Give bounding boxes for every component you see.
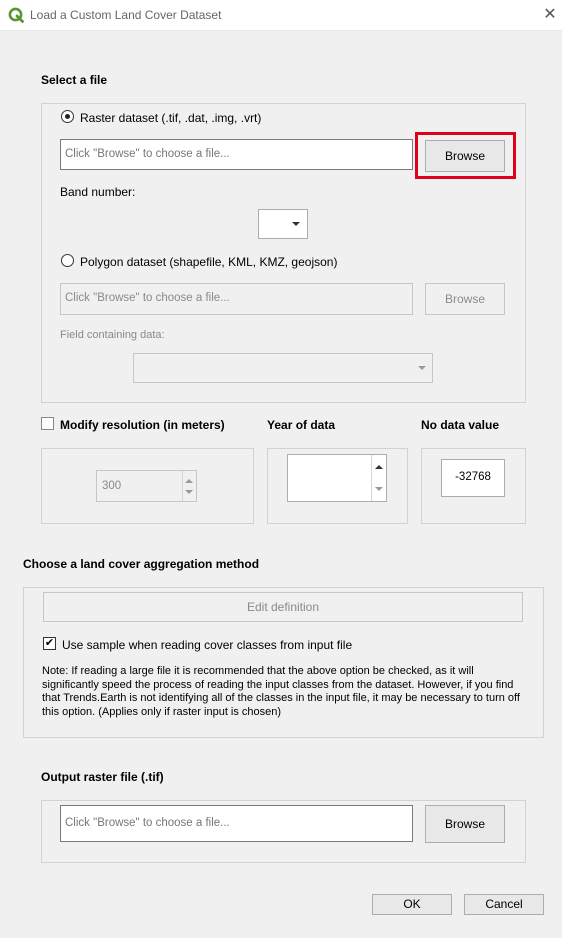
nodata-value: -32768 xyxy=(455,471,491,483)
polygon-radio[interactable] xyxy=(61,254,74,267)
field-label: Field containing data: xyxy=(60,329,165,341)
output-browse-button[interactable]: Browse xyxy=(425,805,505,843)
year-spinbox[interactable] xyxy=(287,454,387,502)
select-file-title: Select a file xyxy=(41,73,108,87)
qgis-logo-icon xyxy=(8,7,24,23)
output-path-input[interactable]: Click "Browse" to choose a file... xyxy=(60,805,413,842)
window-title: Load a Custom Land Cover Dataset xyxy=(30,8,222,22)
band-number-combo[interactable] xyxy=(258,209,308,239)
nodata-input[interactable] xyxy=(441,459,505,497)
polygon-path-input[interactable]: Click "Browse" to choose a file... xyxy=(60,283,413,315)
spinbox-divider xyxy=(371,455,372,501)
raster-path-input[interactable]: Click "Browse" to choose a file... xyxy=(60,139,413,170)
output-title: Output raster file (.tif) xyxy=(41,770,164,784)
raster-radio-label[interactable]: Raster dataset (.tif, .dat, .img, .vrt) xyxy=(80,111,262,125)
year-label: Year of data xyxy=(267,418,336,432)
resolution-spinbox[interactable] xyxy=(96,470,197,502)
chevron-down-icon xyxy=(418,366,426,370)
field-combo[interactable] xyxy=(133,353,433,383)
ok-button[interactable]: OK xyxy=(372,894,452,915)
spinbox-divider xyxy=(182,471,183,501)
modify-resolution-label[interactable]: Modify resolution (in meters) xyxy=(60,418,225,432)
checkmark-icon: ✔ xyxy=(44,637,55,649)
use-sample-label[interactable]: Use sample when reading cover classes from input file xyxy=(62,638,353,652)
modify-resolution-checkbox[interactable] xyxy=(41,417,54,430)
polygon-browse-button[interactable]: Browse xyxy=(425,283,505,315)
raster-radio[interactable] xyxy=(61,110,74,123)
cancel-button[interactable]: Cancel xyxy=(464,894,544,915)
spin-down-icon[interactable] xyxy=(375,487,383,491)
nodata-label: No data value xyxy=(421,418,500,432)
spin-down-icon[interactable] xyxy=(185,490,193,494)
aggregation-title: Choose a land cover aggregation method xyxy=(23,557,260,571)
resolution-value: 300 xyxy=(102,480,122,492)
spin-up-icon[interactable] xyxy=(375,465,383,469)
raster-browse-button[interactable]: Browse xyxy=(425,140,505,172)
polygon-radio-label[interactable]: Polygon dataset (shapefile, KML, KMZ, geojson) xyxy=(80,255,338,269)
use-sample-checkbox[interactable] xyxy=(43,637,56,650)
edit-definition-button[interactable]: Edit definition xyxy=(43,592,523,622)
chevron-down-icon xyxy=(292,222,300,226)
close-icon[interactable]: ✕ xyxy=(543,6,557,23)
spin-up-icon[interactable] xyxy=(185,479,193,483)
band-number-label: Band number: xyxy=(60,185,136,199)
aggregation-note: Note: If reading a large file it is recommended that the above option be checked, as it will significantly speed the process of reading the input classes from the dataset. However, if you find that Trends.Earth is not identifying all of the classes in the input file, it may be necessary to turn off this option. (Applies only if raster input is chosen) xyxy=(42,665,520,718)
